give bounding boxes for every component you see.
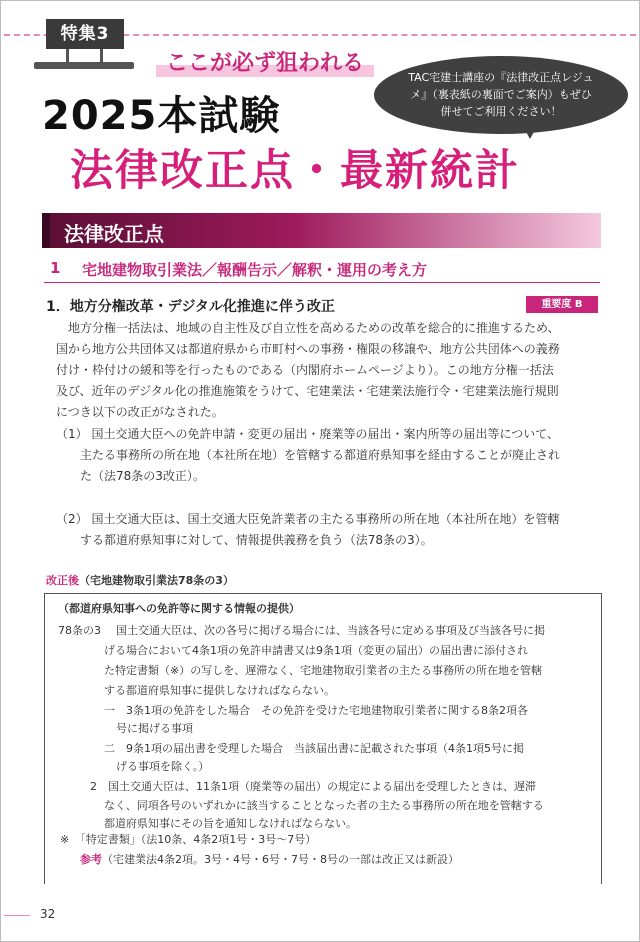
statute-line: する都道府県知事に提供しなければならない。 xyxy=(104,684,335,697)
statute-para-2: なく、同項各号のいずれかに該当することとなった者の主たる事務所の所在地を管轄する xyxy=(104,799,544,812)
page-number: 32 xyxy=(40,907,56,921)
point-2-line: する都道府県知事に対して、情報提供義務を負う（法78条の3）。 xyxy=(80,533,433,547)
statute-para-2: 2 国土交通大臣は、11条1項（廃業等の届出）の規定による届出を受理したときは、遅滞 xyxy=(90,780,536,793)
point-1-line: た（法78条の3改正）。 xyxy=(80,469,205,483)
statute-caption: （都道府県知事への免許等に関する情報の提供） xyxy=(58,602,300,615)
title-line-2: 法律改正点・最新統計 xyxy=(70,146,520,196)
statute-line: げる場合において4条1項の免許申請書又は9条1項（変更の届出）の届出書に添付され xyxy=(104,644,528,657)
sign-base xyxy=(34,62,134,69)
sign-pole-left xyxy=(66,49,69,63)
body-line: につき以下の改正がなされた。 xyxy=(56,405,224,419)
statute-sub-1: 号に掲げる事項 xyxy=(116,722,193,735)
specified-documents-note: ※ 「特定書類」（法10条、4条2項1号・3号〜7号） xyxy=(60,833,317,846)
footer-rule xyxy=(4,915,30,916)
feature-tag: 特集3 xyxy=(46,19,124,49)
statute-line: 国土交通大臣は、次の各号に掲げる場合には、当該各号に定める事項及び当該各号に掲 xyxy=(116,624,545,637)
point-1-line: 主たる事務所の所在地（本社所在地）を管轄する都道府県知事を経由することが廃止され xyxy=(80,448,561,462)
body-line: 及び、近年のデジタル化の推進施策をうけて、宅建業法・宅建業法施行令・宅建業法施行規則 xyxy=(56,384,559,398)
article-number: 78条の3 xyxy=(58,624,101,637)
statute-sub-1: 一 3条1項の免許をした場合 その免許を受けた宅地建物取引業者に関する8条2項各 xyxy=(104,704,528,717)
point-2-line: （2） 国土交通大臣は、国土交通大臣免許業者の主たる事務所の所在地（本社所在地）を管轄 xyxy=(56,512,560,526)
reference-text: （宅建業法4条2項。3号・4号・6号・7号・8号の一部は改正又は新設） xyxy=(102,853,459,866)
section-marker xyxy=(42,213,50,248)
section-header xyxy=(42,213,601,248)
statute-sub-2: 二 9条1項の届出書を受理した場合 当該届出書に記載された事項（4条1項5号に掲 xyxy=(104,742,524,755)
importance-badge: 重要度 B xyxy=(526,296,598,313)
speech-bubble xyxy=(374,56,628,134)
subtitle: ここが必ず狙われる xyxy=(156,46,374,77)
body-line: 付け・枠付けの緩和等を行ったものである（内閣府ホームページより）。この地方分権一括法 xyxy=(56,363,554,377)
title-line-1: 2025本試験 xyxy=(42,93,281,139)
item-heading: 1．地方分権改革・デジタル化推進に伴う改正 xyxy=(46,299,335,315)
reference-label: 参考 xyxy=(80,853,102,866)
body-line: 地方分権一括法は、地域の自主性及び自立性を高めるための改革を総合的に推進するため、 xyxy=(68,321,560,335)
statute-line: た特定書類（※）の写しを、遅滞なく、宅地建物取引業者の主たる事務所の所在地を管轄 xyxy=(104,664,542,677)
statute-sub-2: げる事項を除く。） xyxy=(116,760,210,773)
statute-para-2: 都道府県知事にその旨を通知しなければならない。 xyxy=(104,817,357,830)
section-title: 法律改正点 xyxy=(64,222,164,246)
amended-detail: （宅地建物取引業法78条の3） xyxy=(79,574,234,587)
reference-note xyxy=(80,851,459,867)
amended-label xyxy=(46,572,234,588)
amended-tag: 改正後 xyxy=(46,574,79,587)
point-1-line: （1） 国土交通大臣への免許申請・変更の届出・廃業等の届出・案内所等の届出等について、 xyxy=(56,427,559,441)
subsection-header xyxy=(44,256,600,283)
bubble-text: TAC宅建士講座の『法律改正点レジュメ』（裏表紙の裏面でご案内）もぜひ併せてご利用ください！ xyxy=(408,71,594,118)
subsection-title: 宅地建物取引業法／報酬告示／解釈・運用の考え方 xyxy=(82,261,428,279)
subsection-number: 1 xyxy=(50,259,61,277)
bubble-tail xyxy=(520,121,540,139)
sign-pole-right xyxy=(100,49,103,63)
body-line: 国から地方公共団体又は都道府県から市町村への事務・権限の移譲や、地方公共団体への義務 xyxy=(56,342,560,356)
